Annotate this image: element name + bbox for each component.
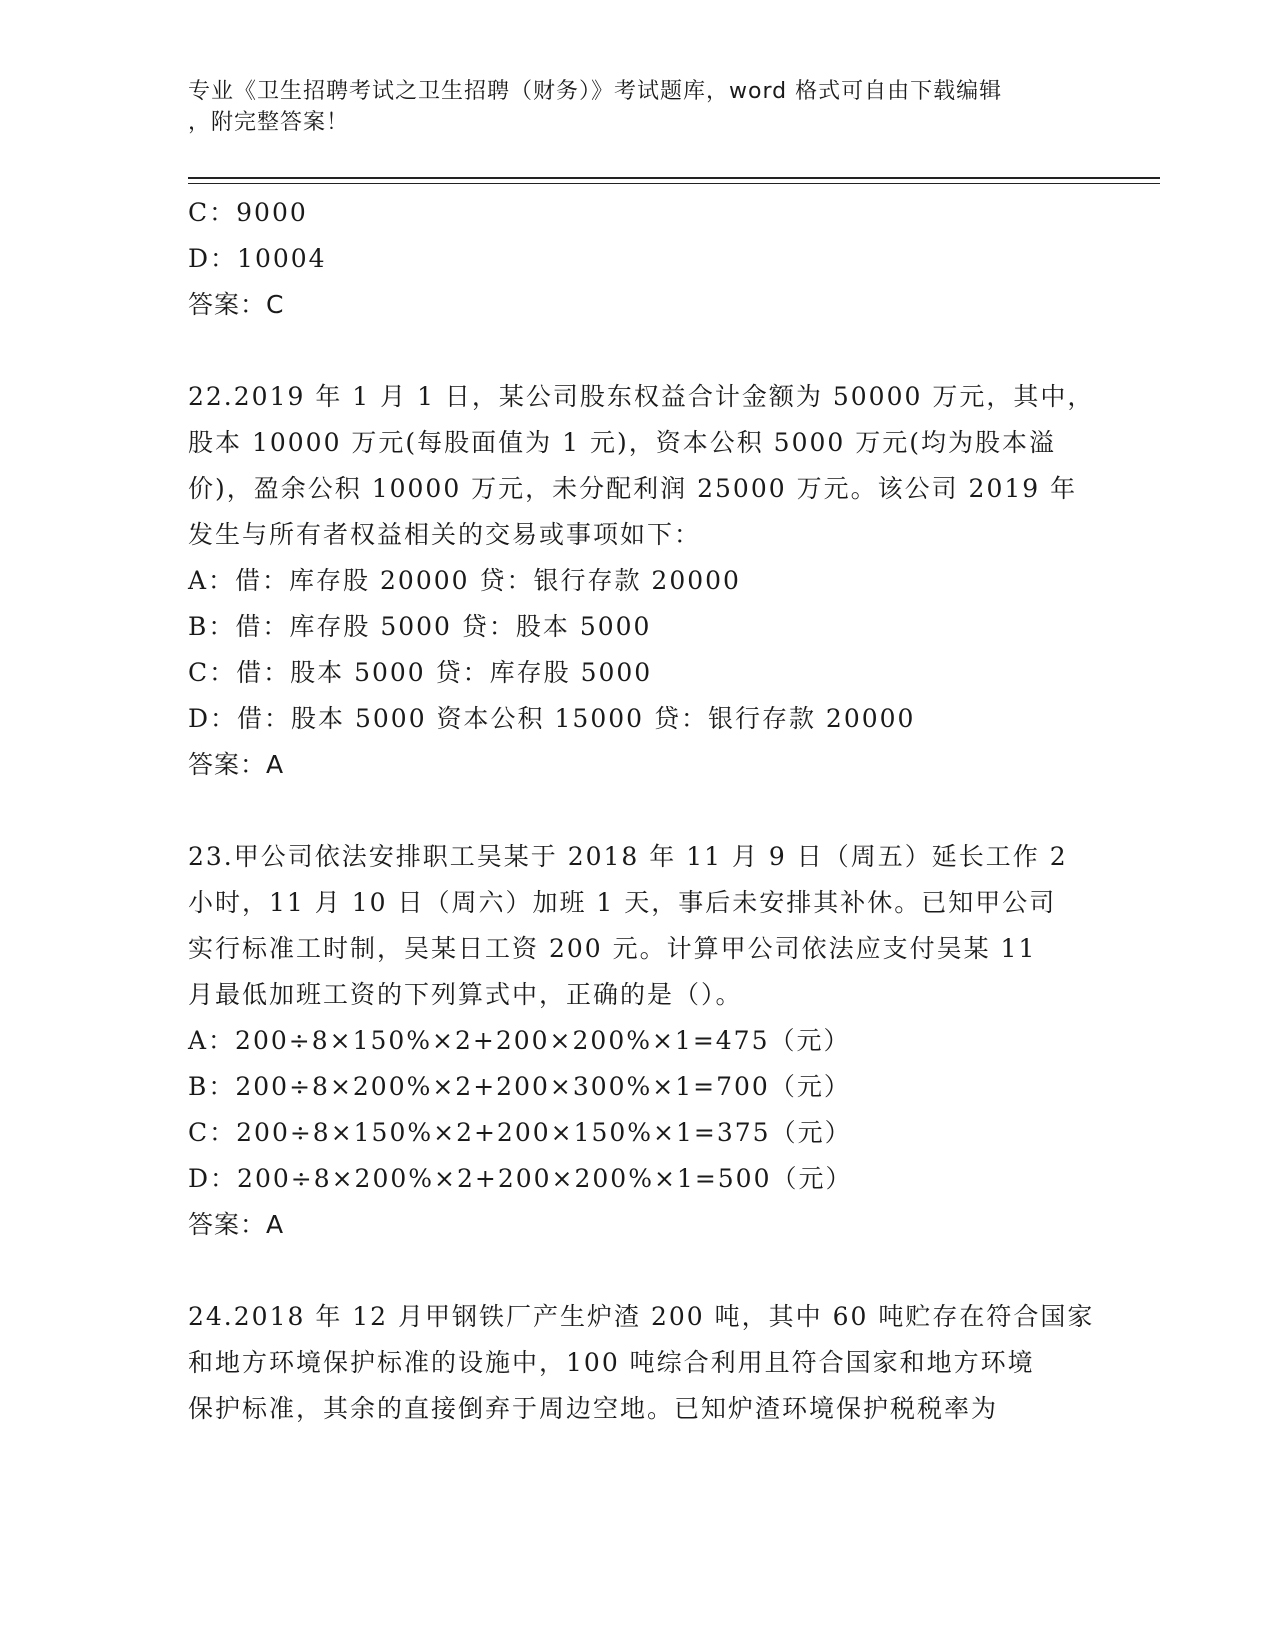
option-a: A：借：库存股 20000 贷：银行存款 20000: [188, 566, 741, 595]
option-d: D：借：股本 5000 资本公积 15000 贷：银行存款 20000: [188, 704, 916, 733]
header-rule-thick: [188, 177, 1160, 179]
question-22: [188, 374, 1095, 788]
question-21-tail: [188, 190, 1088, 328]
option-b: B：借：库存股 5000 贷：股本 5000: [188, 612, 652, 641]
question-text-line: 和地方环境保护标准的设施中，100 吨综合利用且符合国家和地方环境: [188, 1348, 1035, 1377]
question-text-line: 股本 10000 万元(每股面值为 1 元)，资本公积 5000 万元(均为股本溢: [188, 428, 1057, 457]
question-text-line: 小时，11 月 10 日（周六）加班 1 天，事后未安排其补休。已知甲公司: [188, 888, 1057, 917]
header-line-2: ，附完整答案！: [188, 110, 350, 135]
answer-line: 答案：A: [188, 1210, 285, 1239]
option-c: C：200÷8×150%×2+200×150%×1=375（元）: [188, 1118, 852, 1147]
option-a: A：200÷8×150%×2+200×200%×1=475（元）: [188, 1026, 851, 1055]
question-text-line: 价)，盈余公积 10000 万元，未分配利润 25000 万元。该公司 2019 年: [188, 474, 1078, 503]
question-spacer: [188, 1248, 1088, 1294]
option-d: D：200÷8×200%×2+200×200%×1=500（元）: [188, 1164, 853, 1193]
question-text-line: 实行标准工时制，吴某日工资 200 元。计算甲公司依法应支付吴某 11: [188, 934, 1037, 963]
document-header: [188, 76, 1088, 138]
question-text-line: 发生与所有者权益相关的交易或事项如下：: [188, 520, 702, 549]
question-spacer: [188, 788, 1088, 834]
question-text-line: 23.甲公司依法安排职工吴某于 2018 年 11 月 9 日（周五）延长工作 2: [188, 842, 1068, 871]
question-text-line: 24.2018 年 12 月甲钢铁厂产生炉渣 200 吨，其中 60 吨贮存在符合国家: [188, 1302, 1095, 1331]
question-23: [188, 834, 1088, 1248]
answer-line: 答案：A: [188, 750, 285, 779]
question-text-line: 月最低加班工资的下列算式中，正确的是（）。: [188, 980, 743, 1009]
option-c: C：借：股本 5000 贷：库存股 5000: [188, 658, 653, 687]
answer-line: 答案：C: [188, 290, 285, 319]
option-c: C：9000: [188, 198, 308, 227]
question-24: [188, 1294, 1095, 1432]
header-rule-thin: [188, 183, 1160, 184]
option-d: D：10004: [188, 244, 327, 273]
option-b: B：200÷8×200%×2+200×300%×1=700（元）: [188, 1072, 851, 1101]
document-body: [188, 190, 1095, 1432]
question-spacer: [188, 328, 1088, 374]
question-text-line: 22.2019 年 1 月 1 日，某公司股东权益合计金额为 50000 万元，其中，: [188, 382, 1095, 411]
question-text-line: 保护标准，其余的直接倒弃于周边空地。已知炉渣环境保护税税率为: [188, 1394, 999, 1423]
header-line-1: 专业《卫生招聘考试之卫生招聘（财务）》考试题库，word 格式可自由下载编辑: [188, 79, 1003, 104]
